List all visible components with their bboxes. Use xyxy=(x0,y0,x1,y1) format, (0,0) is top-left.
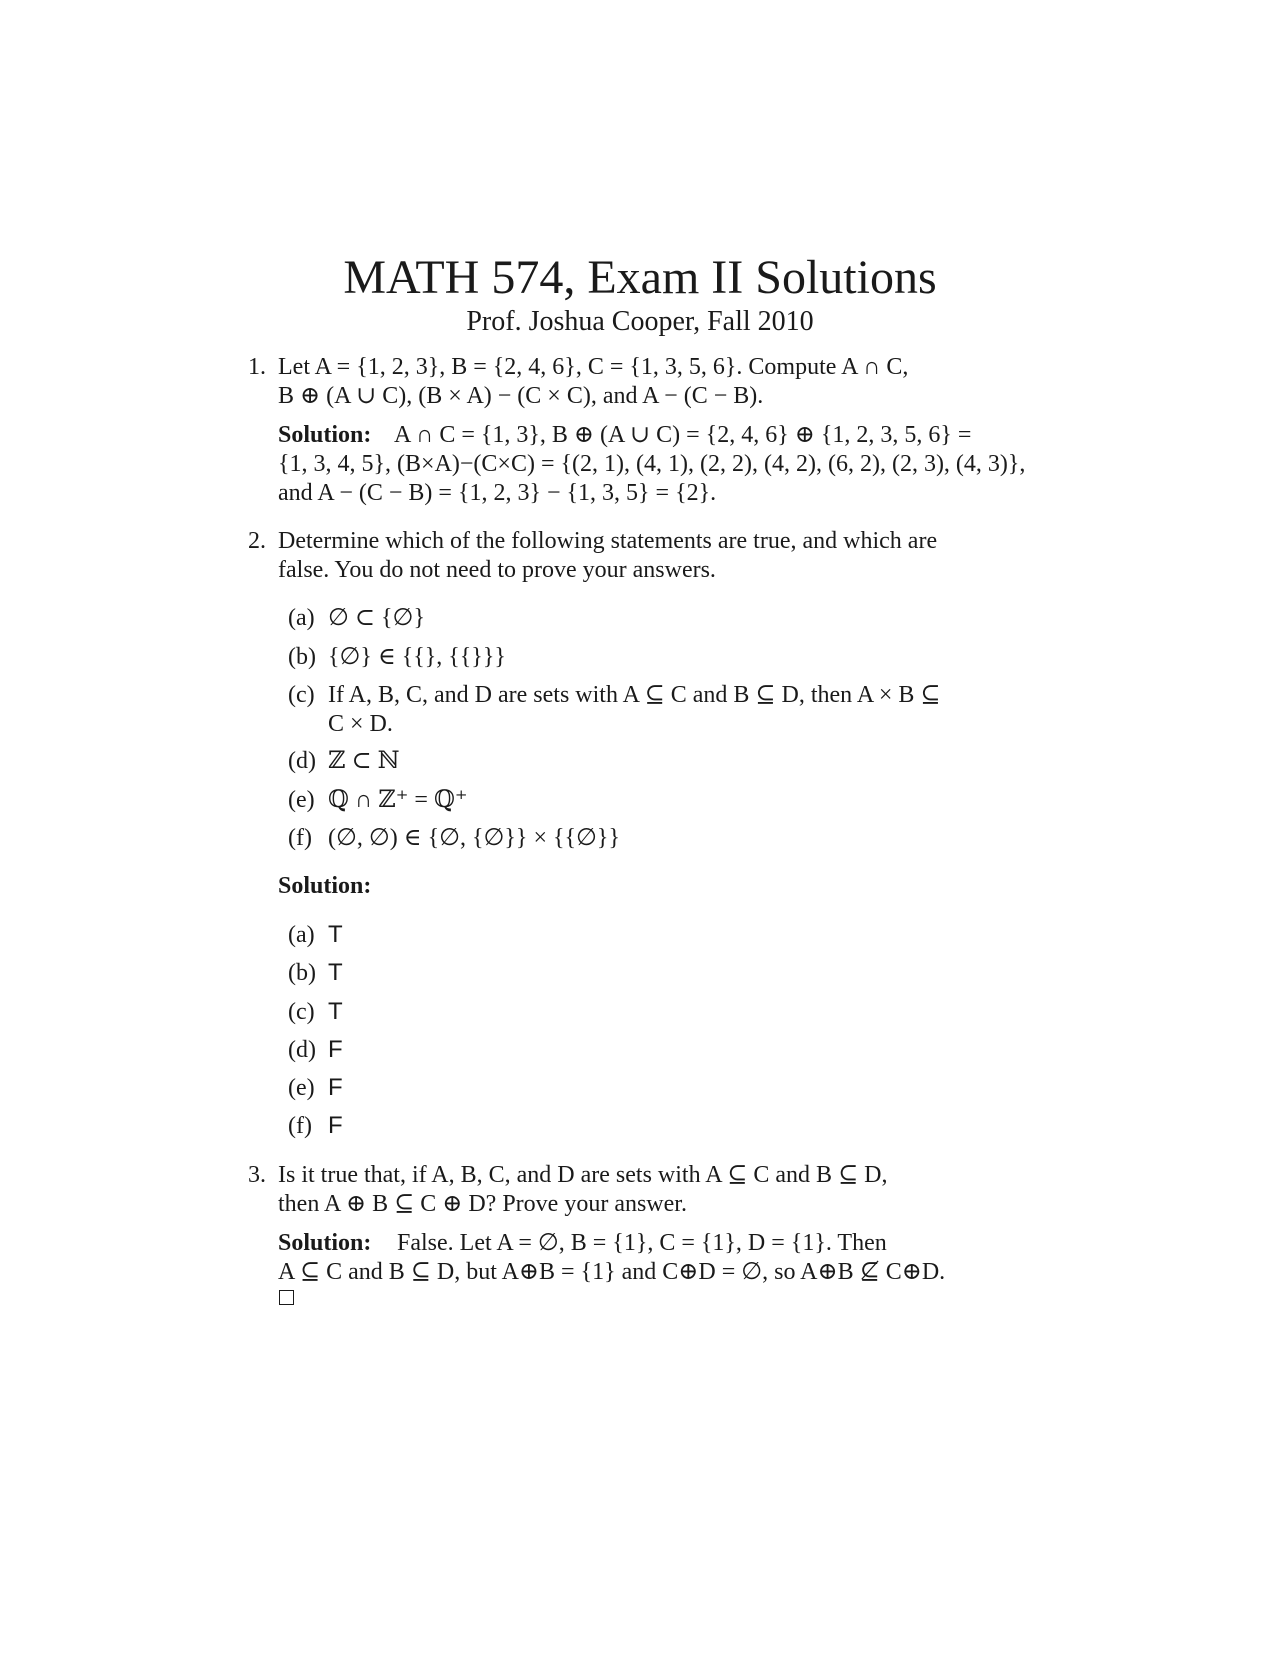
problem-1-question-line-1: Let A = {1, 2, 3}, B = {2, 4, 6}, C = {1, 3, 5, 6}. Compute A ∩ C, xyxy=(278,354,909,380)
statement-c-text-continued: C × D. xyxy=(328,711,393,737)
problem-1-solution-line-1: A ∩ C = {1, 3}, B ⊕ (A ∪ C) = {2, 4, 6} ⊕ {1, 2, 3, 5, 6} = xyxy=(394,422,972,448)
statement-d-text: ℤ ⊂ ℕ xyxy=(328,748,400,774)
answer-a-value: T xyxy=(328,921,343,948)
statement-f-label: (f) xyxy=(288,825,312,851)
answer-d-value: F xyxy=(328,1036,343,1063)
answer-d-label: (d) xyxy=(288,1037,316,1063)
answer-e-value: F xyxy=(328,1074,343,1101)
problem-3-question-line-2: then A ⊕ B ⊆ C ⊕ D? Prove your answer. xyxy=(278,1191,687,1217)
page-title: MATH 574, Exam II Solutions xyxy=(343,251,937,304)
statement-d-label: (d) xyxy=(288,748,316,774)
qed-box xyxy=(279,1290,294,1305)
answer-a-label: (a) xyxy=(288,922,315,948)
answer-c-label: (c) xyxy=(288,999,315,1025)
statement-e-label: (e) xyxy=(288,787,315,813)
statement-e-text: ℚ ∩ ℤ⁺ = ℚ⁺ xyxy=(328,787,468,813)
page-subtitle: Prof. Joshua Cooper, Fall 2010 xyxy=(466,306,814,337)
problem-3-solution-line-2: A ⊆ C and B ⊆ D, but A⊕B = {1} and C⊕D = ∅, so A⊕B ⊈ C⊕D. xyxy=(278,1259,946,1285)
problem-1-solution-line-3: and A − (C − B) = {1, 2, 3} − {1, 3, 5} = {2}. xyxy=(278,480,717,506)
problem-1-solution-line-2: {1, 3, 4, 5}, (B×A)−(C×C) = {(2, 1), (4, 1), (2, 2), (4, 2), (6, 2), (2, 3), (4, 3)}, xyxy=(278,451,1026,477)
problem-1-number: 1. xyxy=(248,354,266,380)
answer-f-label: (f) xyxy=(288,1113,312,1139)
statement-c-label: (c) xyxy=(288,682,315,708)
statement-b-text: {∅} ∈ {{}, {{}}} xyxy=(328,644,506,670)
statement-a-text: ∅ ⊂ {∅} xyxy=(328,605,425,631)
problem-2-solution-label: Solution: xyxy=(278,873,372,899)
answer-b-value: T xyxy=(328,959,343,986)
statement-b-label: (b) xyxy=(288,644,316,670)
answer-e-label: (e) xyxy=(288,1075,315,1101)
problem-3-question-line-1: Is it true that, if A, B, C, and D are sets with A ⊆ C and B ⊆ D, xyxy=(278,1162,888,1188)
answer-f-value: F xyxy=(328,1112,343,1139)
problem-2-question-line-2: false. You do not need to prove your answers. xyxy=(278,557,716,583)
problem-3-solution-line-1: False. Let A = ∅, B = {1}, C = {1}, D = {1}. Then xyxy=(397,1230,887,1256)
problem-1-solution-label: Solution: xyxy=(278,422,372,448)
answer-b-label: (b) xyxy=(288,960,316,986)
statement-c-text: If A, B, C, and D are sets with A ⊆ C and B ⊆ D, then A × B ⊆ xyxy=(328,682,941,708)
problem-1-question-line-2: B ⊕ (A ∪ C), (B × A) − (C × C), and A − (C − B). xyxy=(278,383,764,409)
problem-2-number: 2. xyxy=(248,528,266,554)
statement-f-text: (∅, ∅) ∈ {∅, {∅}} × {{∅}} xyxy=(328,825,620,851)
answer-c-value: T xyxy=(328,998,343,1025)
problem-3-number: 3. xyxy=(248,1162,266,1188)
statement-a-label: (a) xyxy=(288,605,315,631)
problem-3-solution-label: Solution: xyxy=(278,1230,372,1256)
problem-2-question-line-1: Determine which of the following statements are true, and which are xyxy=(278,528,938,554)
